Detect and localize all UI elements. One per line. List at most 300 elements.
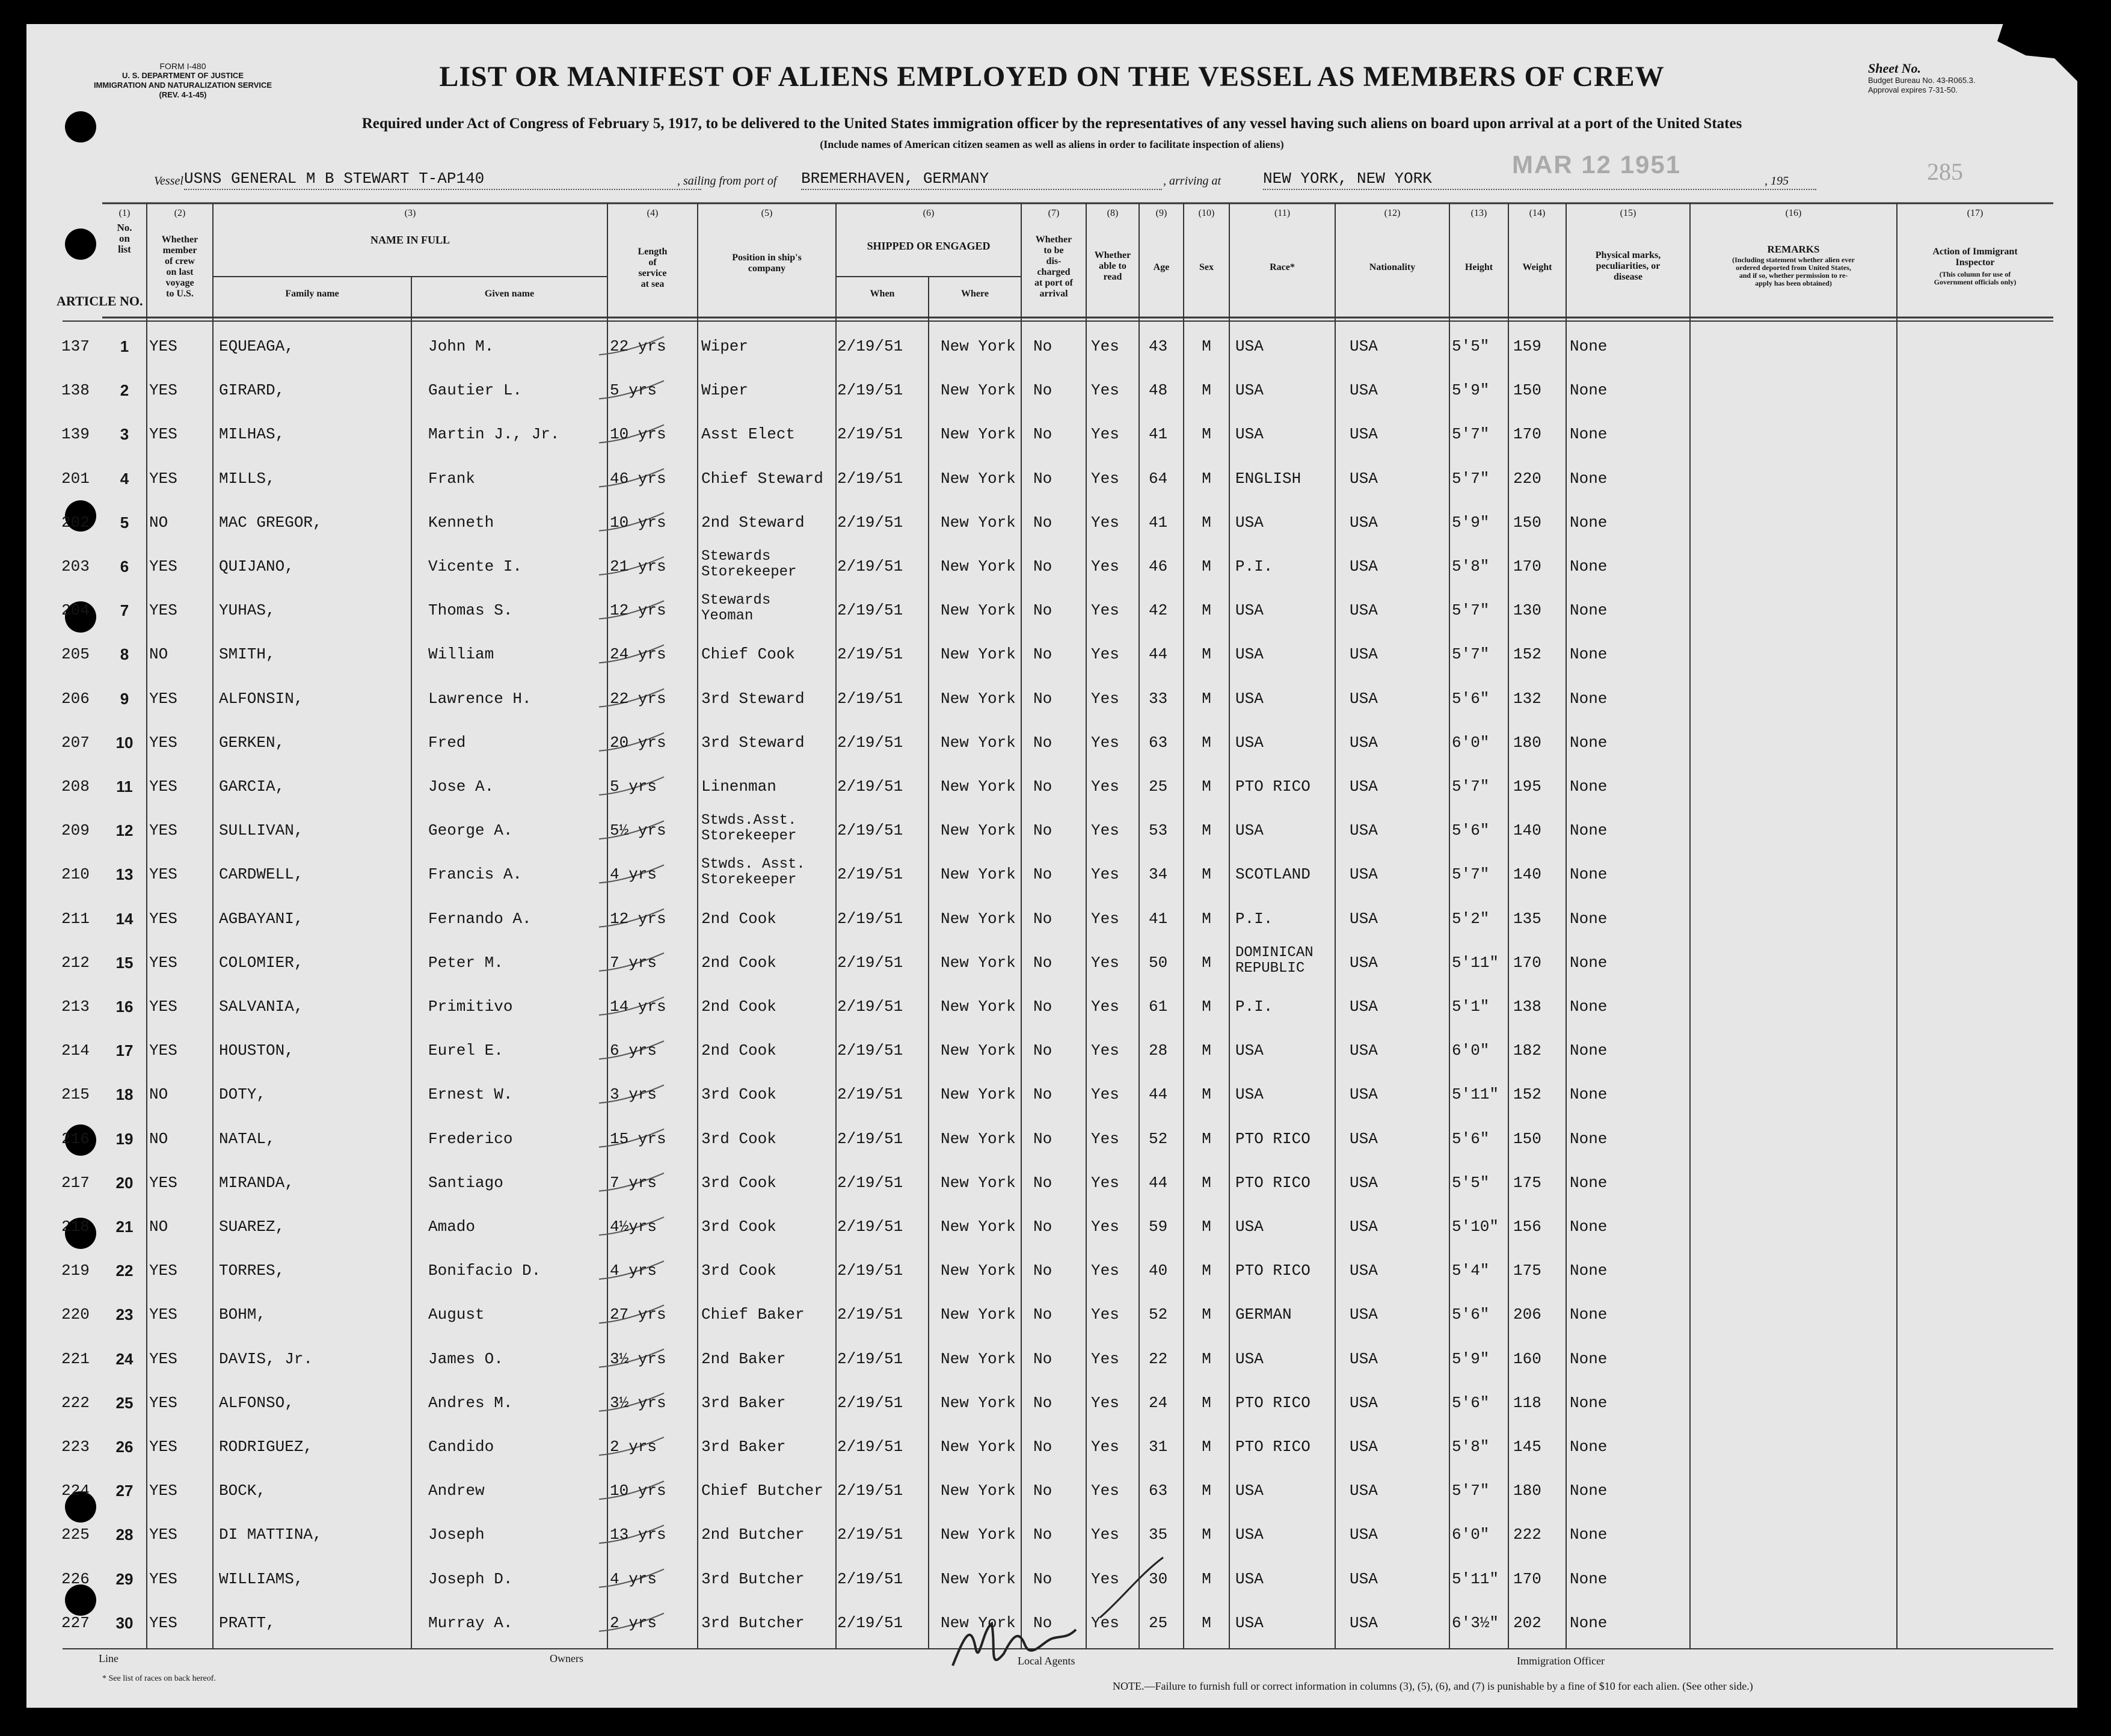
length-of-service: 10 yrs	[610, 1482, 666, 1500]
length-of-service: 10 yrs	[610, 425, 666, 444]
sailing-label: , sailing from port of	[677, 174, 777, 188]
discharged-at-arrival: No	[1033, 425, 1052, 444]
row-number: 7	[120, 601, 129, 620]
position-in-company: 3rd Steward	[701, 689, 805, 708]
member-prev-voyage: YES	[149, 601, 177, 620]
height: 5'2"	[1452, 909, 1490, 928]
position-in-company: 3rd Baker	[701, 1438, 786, 1456]
able-to-read: Yes	[1091, 1173, 1119, 1192]
col-remarks-header	[1690, 244, 1897, 255]
length-of-service: 46 yrs	[610, 469, 666, 488]
column-number	[836, 208, 1021, 219]
family-name: SMITH,	[219, 645, 275, 664]
shipped-where: New York	[941, 865, 1016, 884]
length-of-service: 7 yrs	[610, 953, 657, 972]
article-number: 218	[61, 1218, 90, 1236]
col-remarks-note-line: apply has been obtained)	[1755, 279, 1832, 287]
family-name: BOCK,	[219, 1482, 266, 1500]
column-number-line: (16)	[1785, 208, 1802, 218]
column-number	[698, 208, 836, 219]
family-name: GARCIA,	[219, 778, 285, 796]
col-family-name-header-line: Family name	[285, 289, 339, 299]
able-to-read: Yes	[1091, 909, 1119, 928]
member-prev-voyage: YES	[149, 1173, 177, 1192]
family-name: ALFONSO,	[219, 1393, 294, 1412]
discharged-at-arrival: No	[1033, 381, 1052, 400]
nationality: USA	[1350, 645, 1378, 664]
row-number: 20	[115, 1173, 134, 1192]
height: 5'9"	[1452, 1349, 1490, 1368]
physical-marks: None	[1570, 778, 1608, 796]
row-number: 11	[116, 778, 133, 796]
age: 44	[1149, 1085, 1168, 1104]
member-prev-voyage: YES	[149, 337, 177, 355]
given-name: John M.	[428, 337, 494, 355]
weight: 170	[1513, 557, 1541, 575]
able-to-read: Yes	[1091, 689, 1119, 708]
col-able-read-header-line: Whether	[1094, 250, 1131, 260]
shipped-where: New York	[941, 1613, 1016, 1632]
age: 35	[1149, 1526, 1168, 1544]
article-number: 204	[61, 601, 90, 620]
race: SCOTLAND	[1235, 865, 1311, 884]
position-in-company: Asst Elect	[701, 425, 796, 444]
sex: M	[1202, 645, 1211, 664]
check-mark	[1097, 1551, 1169, 1624]
col-action-note	[1897, 271, 2053, 286]
physical-marks: None	[1570, 998, 1608, 1016]
shipped-when: 2/19/51	[837, 865, 903, 884]
column-number-line: (15)	[1620, 208, 1636, 218]
col-member-prev-header-line: on last	[166, 267, 194, 277]
family-name: DAVIS, Jr.	[219, 1349, 313, 1368]
age: 44	[1149, 645, 1168, 664]
age: 46	[1149, 557, 1168, 575]
length-of-service: 22 yrs	[610, 337, 666, 355]
family-name: BOHM,	[219, 1305, 266, 1324]
physical-marks: None	[1570, 1041, 1608, 1060]
col-remarks-note-line: and if so, whether permission to re-	[1739, 271, 1848, 280]
shipped-where: New York	[941, 425, 1016, 444]
given-name: Fred	[428, 733, 466, 752]
vessel-label: Vessel	[154, 174, 183, 188]
family-name: WILLIAMS,	[219, 1569, 304, 1588]
family-name: EQUEAGA,	[219, 337, 294, 355]
nationality: USA	[1350, 425, 1378, 444]
weight: 152	[1513, 1085, 1541, 1104]
shipped-when: 2/19/51	[837, 998, 903, 1016]
height: 5'11"	[1452, 1085, 1499, 1104]
height: 5'7"	[1452, 601, 1490, 620]
discharged-at-arrival: No	[1033, 953, 1052, 972]
physical-marks: None	[1570, 1085, 1608, 1104]
discharged-at-arrival: No	[1033, 1393, 1052, 1412]
shipped-when: 2/19/51	[837, 1349, 903, 1368]
family-name: SULLIVAN,	[219, 821, 304, 840]
position-in-company: Storekeeper	[701, 828, 797, 845]
col-height-header-line: Height	[1464, 262, 1493, 272]
col-discharged-header	[1021, 235, 1086, 299]
able-to-read: Yes	[1091, 998, 1119, 1016]
height: 5'6"	[1452, 1129, 1490, 1148]
physical-marks: None	[1570, 953, 1608, 972]
member-prev-voyage: NO	[149, 645, 168, 664]
given-name: Amado	[428, 1218, 476, 1236]
member-prev-voyage: NO	[149, 1129, 168, 1148]
shipped-where: New York	[941, 953, 1016, 972]
given-name: James O.	[428, 1349, 503, 1368]
shipped-when: 2/19/51	[837, 733, 903, 752]
article-number: 206	[61, 689, 90, 708]
physical-marks: None	[1570, 601, 1608, 620]
arriving-port: NEW YORK, NEW YORK	[1263, 170, 1432, 188]
vessel-name: USNS GENERAL M B STEWART T-AP140	[184, 170, 485, 188]
race: DOMINICAN	[1235, 944, 1314, 961]
race: P.I.	[1235, 557, 1273, 575]
member-prev-voyage: YES	[149, 778, 177, 796]
column-number	[1566, 208, 1690, 219]
given-name: Bonifacio D.	[428, 1262, 541, 1280]
race: USA	[1235, 645, 1264, 664]
sex: M	[1202, 1482, 1211, 1500]
shipped-where: New York	[941, 1218, 1016, 1236]
row-number: 2	[120, 381, 129, 400]
weight: 175	[1513, 1262, 1541, 1280]
able-to-read: Yes	[1091, 337, 1119, 355]
row-number: 5	[120, 513, 129, 532]
shipped-where: New York	[941, 1569, 1016, 1588]
col-sex-header-line: Sex	[1199, 262, 1214, 272]
column-number-line: (1)	[118, 208, 131, 218]
family-name: MAC GREGOR,	[219, 513, 322, 532]
shipped-where: New York	[941, 1393, 1016, 1412]
race: USA	[1235, 1482, 1264, 1500]
article-no-header	[57, 293, 159, 308]
sex: M	[1202, 1305, 1211, 1324]
physical-marks: None	[1570, 1173, 1608, 1192]
given-name: Andres M.	[428, 1393, 513, 1412]
weight: 135	[1513, 909, 1541, 928]
discharged-at-arrival: No	[1033, 778, 1052, 796]
able-to-read: Yes	[1091, 1129, 1119, 1148]
member-prev-voyage: YES	[149, 1569, 177, 1588]
article-number: 137	[61, 337, 90, 355]
weight: 202	[1513, 1613, 1541, 1632]
member-prev-voyage: YES	[149, 865, 177, 884]
member-prev-voyage: YES	[149, 425, 177, 444]
sex: M	[1202, 1041, 1211, 1060]
sex: M	[1202, 469, 1211, 488]
col-remarks-note-line: (Including statement whether alien ever	[1732, 256, 1855, 264]
member-prev-voyage: YES	[149, 1482, 177, 1500]
nationality: USA	[1350, 1085, 1378, 1104]
row-number: 9	[120, 689, 129, 708]
arriving-label: , arriving at	[1163, 174, 1221, 188]
article-number: 226	[61, 1569, 90, 1588]
given-name: Fernando A.	[428, 909, 532, 928]
age: 24	[1149, 1393, 1168, 1412]
position-in-company: Stwds. Asst.	[701, 856, 805, 873]
weight: 195	[1513, 778, 1541, 796]
col-shipped-header-line: SHIPPED OR ENGAGED	[867, 240, 991, 252]
column-number	[1086, 208, 1139, 219]
col-no-on-list-header-line: on	[119, 233, 130, 244]
col-where-header	[929, 289, 1021, 299]
column-number	[1229, 208, 1335, 219]
shipped-where: New York	[941, 513, 1016, 532]
able-to-read: Yes	[1091, 1569, 1119, 1588]
length-of-service: 22 yrs	[610, 689, 666, 708]
member-prev-voyage: YES	[149, 1305, 177, 1324]
shipped-where: New York	[941, 733, 1016, 752]
position-in-company: 3rd Cook	[701, 1173, 776, 1192]
family-name: COLOMIER,	[219, 953, 304, 972]
sex: M	[1202, 733, 1211, 752]
age: 31	[1149, 1438, 1168, 1456]
member-prev-voyage: YES	[149, 1262, 177, 1280]
member-prev-voyage: YES	[149, 1393, 177, 1412]
physical-marks: None	[1570, 865, 1608, 884]
length-of-service: 21 yrs	[610, 557, 666, 575]
length-of-service: 3½ yrs	[610, 1393, 666, 1412]
position-in-company: 2nd Cook	[701, 953, 776, 972]
column-number	[102, 208, 147, 219]
footer-line-label: Line	[99, 1652, 118, 1664]
physical-marks: None	[1570, 469, 1608, 488]
position-in-company: Storekeeper	[701, 564, 797, 580]
discharged-at-arrival: No	[1033, 1569, 1052, 1588]
row-number: 25	[115, 1393, 134, 1412]
column-number-line: (8)	[1107, 208, 1119, 218]
service: IMMIGRATION AND NATURALIZATION SERVICE	[93, 81, 272, 90]
height: 5'7"	[1452, 1482, 1490, 1500]
shipped-where: New York	[941, 601, 1016, 620]
col-remarks-header-line: REMARKS	[1767, 244, 1820, 255]
position-in-company: Linenman	[701, 778, 776, 796]
year-label: , 195	[1765, 174, 1789, 188]
member-prev-voyage: YES	[149, 821, 177, 840]
age: 30	[1149, 1569, 1168, 1588]
age: 33	[1149, 689, 1168, 708]
physical-marks: None	[1570, 1349, 1608, 1368]
family-name: QUIJANO,	[219, 557, 294, 575]
sex: M	[1202, 513, 1211, 532]
column-number-line: (9)	[1155, 208, 1167, 218]
race: USA	[1235, 1569, 1264, 1588]
row-number: 16	[115, 998, 134, 1016]
race: PTO RICO	[1235, 1393, 1311, 1412]
race: PTO RICO	[1235, 1438, 1311, 1456]
article-number: 215	[61, 1085, 90, 1104]
article-number: 208	[61, 778, 90, 796]
sex: M	[1202, 778, 1211, 796]
nationality: USA	[1350, 513, 1378, 532]
page-title: LIST OR MANIFEST OF ALIENS EMPLOYED ON THE VESSEL AS MEMBERS OF CREW	[439, 61, 1665, 93]
physical-marks: None	[1570, 689, 1608, 708]
col-where-header-line: Where	[961, 289, 989, 299]
discharged-at-arrival: No	[1033, 1482, 1052, 1500]
col-family-name-header	[213, 289, 411, 299]
article-number: 201	[61, 469, 90, 488]
weight: 170	[1513, 953, 1541, 972]
discharged-at-arrival: No	[1033, 1438, 1052, 1456]
family-name: HOUSTON,	[219, 1041, 294, 1060]
given-name: Francis A.	[428, 865, 523, 884]
height: 5'11"	[1452, 953, 1499, 972]
position-in-company: Stewards	[701, 548, 771, 565]
family-name: ALFONSIN,	[219, 689, 304, 708]
given-name: Kenneth	[428, 513, 494, 532]
nationality: USA	[1350, 1305, 1378, 1324]
given-name: Joseph D.	[428, 1569, 513, 1588]
able-to-read: Yes	[1091, 1349, 1119, 1368]
age: 44	[1149, 1173, 1168, 1192]
given-name: Primitivo	[428, 998, 513, 1016]
length-of-service: 5 yrs	[610, 778, 657, 796]
col-remarks-note-line: ordered deported from United States,	[1736, 263, 1851, 272]
shipped-where: New York	[941, 1305, 1016, 1324]
column-number-line: (12)	[1384, 208, 1401, 218]
given-name: Peter M.	[428, 953, 503, 972]
race: USA	[1235, 601, 1264, 620]
height: 5'5"	[1452, 337, 1490, 355]
col-weight-header-line: Weight	[1522, 262, 1552, 272]
discharged-at-arrival: No	[1033, 1613, 1052, 1632]
race: USA	[1235, 821, 1264, 840]
given-name: Ernest W.	[428, 1085, 513, 1104]
given-name: Eurel E.	[428, 1041, 503, 1060]
race: USA	[1235, 733, 1264, 752]
col-no-on-list-header-line: list	[118, 244, 131, 255]
member-prev-voyage: YES	[149, 1613, 177, 1632]
position-in-company: 2nd Cook	[701, 998, 776, 1016]
position-in-company: 3rd Cook	[701, 1129, 776, 1148]
given-name: Martin J., Jr.	[428, 425, 560, 444]
weight: 145	[1513, 1438, 1541, 1456]
physical-marks: None	[1570, 1262, 1608, 1280]
shipped-when: 2/19/51	[837, 381, 903, 400]
sex: M	[1202, 1129, 1211, 1148]
sex: M	[1202, 1526, 1211, 1544]
shipped-when: 2/19/51	[837, 1393, 903, 1412]
member-prev-voyage: YES	[149, 1438, 177, 1456]
member-prev-voyage: YES	[149, 998, 177, 1016]
length-of-service: 4 yrs	[610, 865, 657, 884]
nationality: USA	[1350, 1393, 1378, 1412]
family-name: CARDWELL,	[219, 865, 304, 884]
column-number	[1139, 208, 1184, 219]
discharged-at-arrival: No	[1033, 557, 1052, 575]
article-number: 139	[61, 425, 90, 444]
col-physical-header-line: peculiarities, or	[1596, 261, 1661, 271]
able-to-read: Yes	[1091, 865, 1119, 884]
column-number-line: (10)	[1198, 208, 1215, 218]
age: 59	[1149, 1218, 1168, 1236]
col-nationality-header-line: Nationality	[1369, 262, 1416, 272]
member-prev-voyage: NO	[149, 513, 168, 532]
shipped-where: New York	[941, 381, 1016, 400]
able-to-read: Yes	[1091, 1041, 1119, 1060]
position-in-company: Chief Baker	[701, 1305, 805, 1324]
height: 5'6"	[1452, 1393, 1490, 1412]
length-of-service: 4 yrs	[610, 1262, 657, 1280]
col-age-header	[1139, 262, 1184, 273]
row-number: 17	[115, 1041, 134, 1060]
shipped-where: New York	[941, 1129, 1016, 1148]
col-weight-header	[1508, 262, 1566, 273]
sex: M	[1202, 1262, 1211, 1280]
article-number: 225	[61, 1526, 90, 1544]
member-prev-voyage: YES	[149, 689, 177, 708]
able-to-read: Yes	[1091, 733, 1119, 752]
discharged-at-arrival: No	[1033, 645, 1052, 664]
nationality: USA	[1350, 381, 1378, 400]
row-number: 8	[120, 645, 129, 664]
col-discharged-header-line: at port of	[1034, 278, 1073, 288]
able-to-read: Yes	[1091, 1438, 1119, 1456]
age: 25	[1149, 778, 1168, 796]
family-name: SALVANIA,	[219, 998, 304, 1016]
family-name: MIRANDA,	[219, 1173, 294, 1192]
length-of-service: 20 yrs	[610, 733, 666, 752]
family-name: DI MATTINA,	[219, 1526, 322, 1544]
nationality: USA	[1350, 953, 1378, 972]
weight: 150	[1513, 1129, 1541, 1148]
physical-marks: None	[1570, 1438, 1608, 1456]
sheet-label: Sheet No.	[1868, 61, 1921, 76]
nationality: USA	[1350, 1569, 1378, 1588]
footer-local-agents-label: Local Agents	[1018, 1655, 1075, 1667]
discharged-at-arrival: No	[1033, 601, 1052, 620]
given-name: Jose A.	[428, 778, 494, 796]
family-name: MILHAS,	[219, 425, 285, 444]
discharged-at-arrival: No	[1033, 821, 1052, 840]
weight: 118	[1513, 1393, 1541, 1412]
age: 63	[1149, 1482, 1168, 1500]
row-number: 19	[115, 1129, 134, 1148]
shipped-where: New York	[941, 1173, 1016, 1192]
physical-marks: None	[1570, 909, 1608, 928]
col-length-service-header-line: service	[638, 268, 667, 278]
able-to-read: Yes	[1091, 1482, 1119, 1500]
column-number	[147, 208, 213, 219]
col-position-header-line: company	[748, 263, 786, 274]
col-able-read-header-line: able to	[1099, 261, 1126, 271]
position-in-company: Stwds.Asst.	[701, 812, 797, 829]
able-to-read: Yes	[1091, 1218, 1119, 1236]
age: 34	[1149, 865, 1168, 884]
age: 41	[1149, 909, 1168, 928]
column-number	[1897, 208, 2053, 219]
article-number: 205	[61, 645, 90, 664]
weight: 175	[1513, 1173, 1541, 1192]
age: 22	[1149, 1349, 1168, 1368]
position-in-company: Stewards	[701, 592, 771, 609]
weight: 150	[1513, 513, 1541, 532]
race: USA	[1235, 513, 1264, 532]
race-footnote: * See list of races on back hereof.	[102, 1674, 216, 1683]
col-height-header	[1449, 262, 1508, 273]
position-in-company: 2nd Baker	[701, 1349, 786, 1368]
row-number: 14	[115, 909, 134, 928]
col-member-prev-header-line: Whether	[161, 235, 198, 245]
family-name: DOTY,	[219, 1085, 266, 1104]
row-number: 10	[115, 733, 134, 752]
article-number: 217	[61, 1173, 90, 1192]
nationality: USA	[1350, 1041, 1378, 1060]
position-in-company: 2nd Steward	[701, 513, 805, 532]
physical-marks: None	[1570, 1129, 1608, 1148]
